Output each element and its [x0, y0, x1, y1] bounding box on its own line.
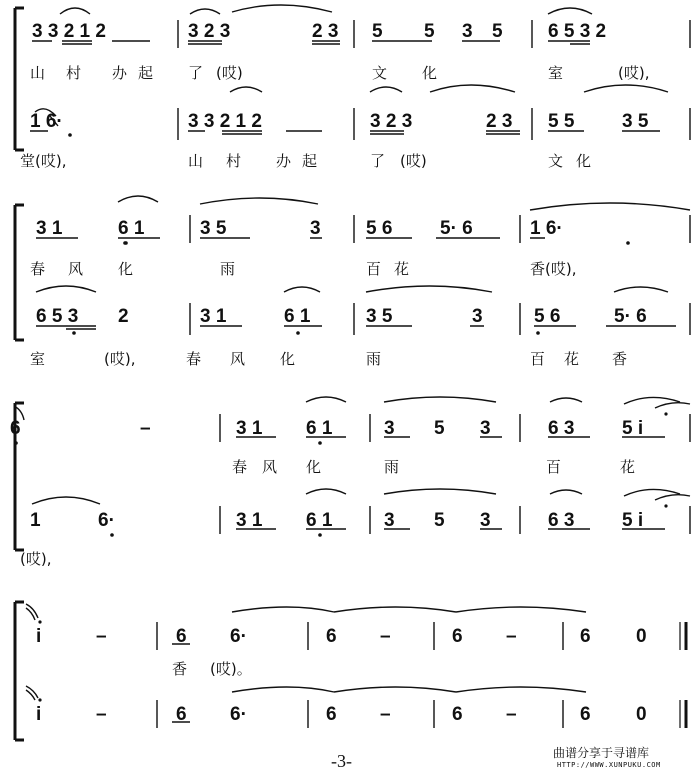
- rest-zero: 0: [636, 704, 647, 725]
- note-group: 6 1: [306, 418, 333, 439]
- note: 3: [462, 21, 473, 42]
- lyric: 山: [30, 64, 46, 82]
- rest-dash: –: [96, 626, 107, 647]
- note-group: 6 1: [284, 306, 311, 327]
- note-group: 1 6·: [30, 111, 63, 132]
- note-group: 6 3: [548, 510, 575, 531]
- note: 6: [176, 704, 187, 725]
- lyric: 起: [302, 152, 318, 170]
- rest-zero: 0: [636, 626, 647, 647]
- note: 6·: [230, 704, 247, 725]
- rest-dash: –: [380, 704, 391, 725]
- lyric: 了: [370, 152, 386, 170]
- lyric: 堂(哎),: [20, 152, 67, 170]
- note-group: 1 6·: [530, 218, 563, 239]
- lyric: 百: [546, 458, 562, 476]
- lyric: 春: [232, 458, 248, 476]
- watermark-text: 曲谱分享于寻谱库: [553, 746, 650, 760]
- note: 5: [434, 510, 445, 531]
- rest-dash: –: [506, 626, 517, 647]
- lyric: (哎)。: [210, 660, 252, 678]
- rest-dash: –: [506, 704, 517, 725]
- lyric: 办: [112, 64, 128, 82]
- lyric: 了: [188, 64, 204, 82]
- note: 3: [310, 218, 321, 239]
- note: 3: [480, 418, 491, 439]
- note: 6: [326, 626, 337, 647]
- note: 6·: [230, 626, 247, 647]
- lyric: 风: [230, 350, 246, 368]
- note: i: [36, 626, 42, 647]
- lyric: 文: [548, 152, 564, 170]
- lyric: (哎): [216, 64, 243, 82]
- note-group: 3 3 2 1 2: [32, 21, 106, 42]
- lyric: 雨: [366, 350, 382, 368]
- note: i: [36, 704, 42, 725]
- lyric: 春: [186, 350, 202, 368]
- note: 6: [580, 626, 591, 647]
- lyric: 化: [422, 64, 438, 82]
- note-group: 5 i: [622, 510, 644, 531]
- note: 5: [434, 418, 445, 439]
- note-group: 3 3 2 1 2: [188, 111, 262, 132]
- note-group: 6 3: [548, 418, 575, 439]
- note: 2: [118, 306, 129, 327]
- note-group: 3 1: [200, 306, 227, 327]
- lyric: 花: [564, 350, 580, 368]
- lyric: 花: [394, 260, 410, 278]
- note: 6: [176, 626, 187, 647]
- lyric: 风: [262, 458, 278, 476]
- note: 3: [472, 306, 483, 327]
- lyric: (哎),: [618, 64, 650, 82]
- note: 6: [326, 704, 337, 725]
- note-group: 3 1: [236, 510, 263, 531]
- page-number: -3-: [331, 751, 352, 771]
- rest-dash: –: [380, 626, 391, 647]
- note: 6: [452, 626, 463, 647]
- note: 3: [384, 418, 395, 439]
- note-group: 5· 6: [614, 306, 647, 327]
- lyric: 山: [188, 152, 204, 170]
- lyric: 化: [280, 350, 296, 368]
- note-group: 3 5: [622, 111, 649, 132]
- note: 1: [30, 510, 41, 531]
- note: 5: [372, 21, 383, 42]
- note-group: 5· 6: [440, 218, 473, 239]
- lyric: 香: [612, 350, 628, 368]
- lyric: 室: [30, 350, 46, 368]
- note-group: 6 1: [306, 510, 333, 531]
- lyric: 办: [276, 152, 292, 170]
- note: 6·: [98, 510, 115, 531]
- note: 3: [384, 510, 395, 531]
- note-group: 2 3: [312, 21, 339, 42]
- note-group: 6 1: [118, 218, 145, 239]
- note: 5: [492, 21, 503, 42]
- note: 3: [480, 510, 491, 531]
- note-group: 5 i: [622, 418, 644, 439]
- lyric: 百: [530, 350, 546, 368]
- note-group: 3 2 3: [188, 21, 231, 42]
- lyric: (哎),: [20, 550, 52, 568]
- note-group: 2 3: [486, 111, 513, 132]
- note: 5: [424, 21, 435, 42]
- note: 6: [452, 704, 463, 725]
- note-group: 3 5: [366, 306, 393, 327]
- watermark-url: HTTP://WWW.XUNPUKU.COM: [557, 761, 661, 769]
- lyric: 香: [172, 660, 188, 678]
- lyric: 化: [118, 260, 134, 278]
- lyric: 香(哎),: [530, 260, 577, 278]
- note-group: 5 6: [366, 218, 393, 239]
- note: 6: [10, 418, 21, 439]
- lyric: 雨: [384, 458, 400, 476]
- note-group: 3 2 3: [370, 111, 413, 132]
- lyric: 村: [66, 64, 82, 82]
- lyric: 春: [30, 260, 46, 278]
- lyric: 村: [226, 152, 242, 170]
- lyric: 风: [68, 260, 84, 278]
- note-group: 3 5: [200, 218, 227, 239]
- note-group: 3 1: [236, 418, 263, 439]
- lyric: (哎),: [104, 350, 136, 368]
- lyric: 文: [372, 64, 388, 82]
- lyric: (哎): [400, 152, 427, 170]
- note-group: 5 6: [534, 306, 561, 327]
- note-group: 5 5: [548, 111, 575, 132]
- note-group: 3 1: [36, 218, 63, 239]
- lyric: 室: [548, 64, 564, 82]
- lyric: 化: [306, 458, 322, 476]
- rest-dash: –: [140, 418, 151, 439]
- rest-dash: –: [96, 704, 107, 725]
- lyric: 百: [366, 260, 382, 278]
- note-group: 6 5 3 2: [548, 21, 607, 42]
- note: 6: [580, 704, 591, 725]
- lyric: 雨: [220, 260, 236, 278]
- note-group: 6 5 3: [36, 306, 79, 327]
- lyric: 起: [138, 64, 154, 82]
- lyric: 化: [576, 152, 592, 170]
- lyric: 花: [620, 458, 636, 476]
